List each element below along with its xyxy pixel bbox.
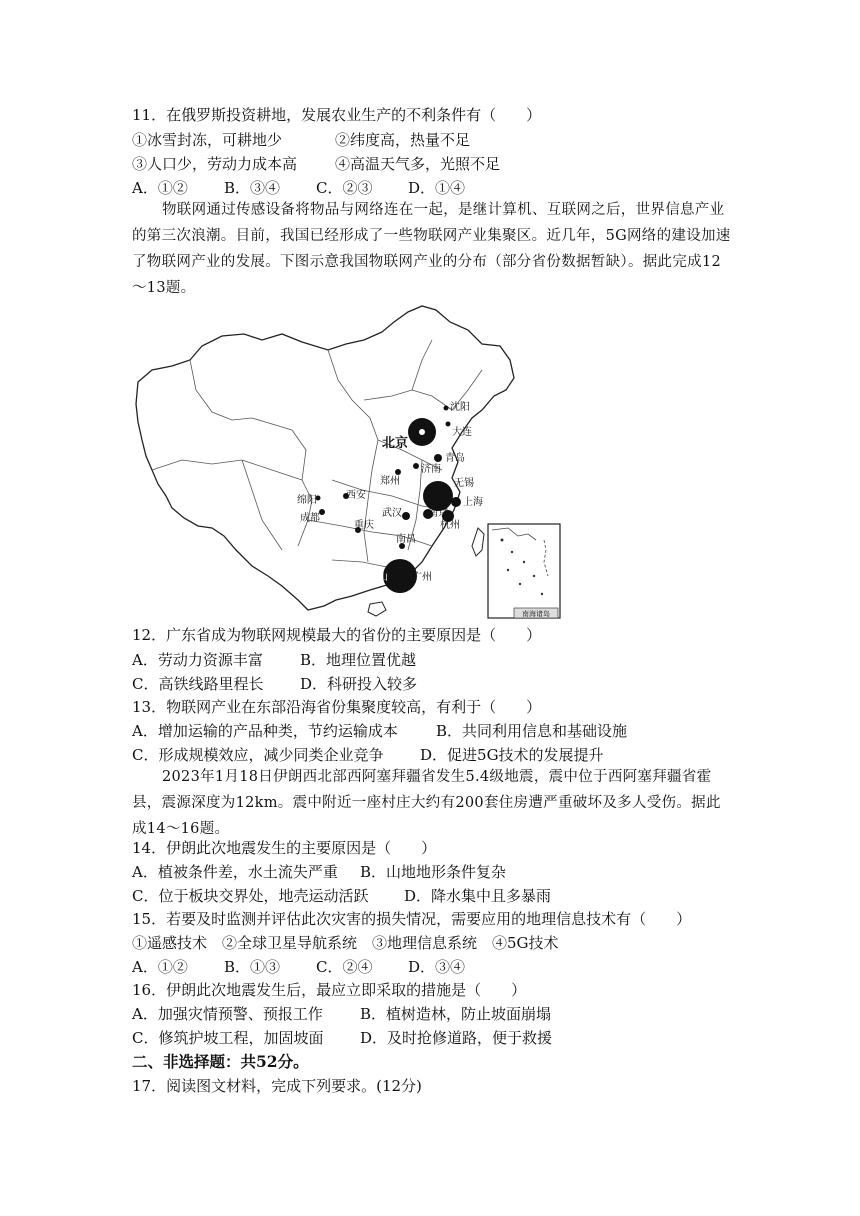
q11-option-c: C．②③ <box>316 179 373 197</box>
q14-stem: 14．伊朗此次地震发生的主要原因是（ ） <box>132 839 437 857</box>
label-chongqing: 重庆 <box>354 520 374 531</box>
q17-stem: 17．阅读图文材料，完成下列要求。(12分) <box>132 1077 422 1095</box>
q16-option-a: A．加强灾情预警、预报工作 <box>132 1005 323 1023</box>
section-heading: 二、非选择题：共52分。 <box>132 1052 309 1071</box>
q11-option-b: B．③④ <box>224 179 281 197</box>
q13-option-a: A．增加运输的产品种类，节约运输成本 <box>132 722 398 740</box>
q14-option-a: A．植被条件差，水土流失严重 <box>132 863 338 881</box>
hainan-island <box>368 602 386 616</box>
china-iot-map <box>132 300 572 622</box>
passage-earthquake: 2023年1月18日伊朗西北部西阿塞拜疆省发生5.4级地震，震中位于西阿塞拜疆省霍县，震源深度为12km。震中附近一座村庄大约有200套住房遭严重破坏及多人受伤。据此成14～16题。 <box>132 769 721 837</box>
q12-option-d: D．科研投入较多 <box>300 675 418 693</box>
q11-option-d: D．①④ <box>408 179 466 197</box>
q12-stem: 12．广东省成为物联网规模最大的省份的主要原因是（ ） <box>132 626 542 644</box>
q11-option-a: A．①② <box>132 179 188 197</box>
jinan-marker <box>413 463 419 469</box>
label-shanghai: 上海 <box>463 497 483 508</box>
q12-option-b: B．地理位置优越 <box>300 651 417 669</box>
south-china-sea-inset <box>488 524 560 618</box>
q16-stem: 16．伊朗此次地震发生后，最应立即采取的措施是（ ） <box>132 981 527 999</box>
q13-option-d: D．促进5G技术的发展提升 <box>420 746 604 764</box>
q11-statement-4: ④高温天气多，光照不足 <box>335 155 501 173</box>
q11-stem: 11．在俄罗斯投资耕地，发展农业生产的不利条件有（ ） <box>132 106 542 124</box>
label-nanjing: 南京 <box>428 508 448 519</box>
q15-option-a: A．①② <box>132 958 188 976</box>
q16-option-b: B．植树造林，防止坡面崩塌 <box>360 1005 552 1023</box>
zhengzhou-marker <box>395 469 401 475</box>
label-qingdao: 青岛 <box>445 453 465 464</box>
q11-statement-2: ②纬度高，热量不足 <box>335 131 471 149</box>
taiwan-island <box>472 528 484 556</box>
label-beijing: 北京 <box>382 436 409 451</box>
label-zhengzhou: 郑州 <box>380 476 400 487</box>
label-mianyang: 绵阳 <box>297 495 317 506</box>
q15-option-c: C．②④ <box>316 958 373 976</box>
q13-option-b: B．共同利用信息和基础设施 <box>436 722 628 740</box>
q13-option-c: C．形成规模效应，减少同类企业竞争 <box>132 746 384 764</box>
label-foshan: 佛山 <box>368 572 388 583</box>
label-nanchang: 南昌 <box>396 534 416 545</box>
q15-statements: ①遥感技术 ②全球卫星导航系统 ③地理信息系统 ④5G技术 <box>132 934 559 952</box>
q16-option-c: C．修筑护坡工程，加固坡面 <box>132 1029 324 1047</box>
q15-option-d: D．③④ <box>408 958 466 976</box>
q16-option-d: D．及时抢修道路，便于救援 <box>360 1029 553 1047</box>
shanghai-marker <box>451 497 461 507</box>
qingdao-marker <box>434 454 442 462</box>
q14-option-b: B．山地地形条件复杂 <box>360 863 507 881</box>
label-dalian: 大连 <box>452 427 472 438</box>
label-guangzhou: 广州 <box>412 572 432 583</box>
label-shenyang: 沈阳 <box>450 402 470 413</box>
label-xian: 西安 <box>346 490 366 501</box>
label-jinan: 济南 <box>421 464 441 475</box>
passage-iot: 物联网通过传感设备将物品与网络连在一起，是继计算机、互联网之后，世界信息产业的第三次浪潮。目前，我国已经形成了一些物联网产业集聚区。近几年，5G网络的建设加速了物联网产业的发展。下图示意我国物联网产业的分布（部分省份数据暂缺）。据此完成12～13题。 <box>132 202 731 296</box>
q11-statement-1: ①冰雪封冻，可耕地少 <box>132 131 283 149</box>
q15-stem: 15．若要及时监测并评估此次灾害的损失情况，需要应用的地理信息技术有（ ） <box>132 910 692 928</box>
q14-option-d: D．降水集中且多暴雨 <box>404 887 552 905</box>
label-hangzhou: 杭州 <box>440 520 460 531</box>
q11-statement-3: ③人口少，劳动力成本高 <box>132 155 298 173</box>
jiangsu-cluster-marker <box>423 481 453 511</box>
q15-option-b: B．①③ <box>224 958 281 976</box>
inset-label: 南海诸岛 <box>522 610 550 618</box>
dalian-marker <box>446 422 451 427</box>
wuhan-marker <box>402 512 410 520</box>
label-wuxi: 无锡 <box>454 478 474 489</box>
q14-option-c: C．位于板块交界处，地壳运动活跃 <box>132 887 369 905</box>
q12-option-c: C．高铁线路里程长 <box>132 675 264 693</box>
label-chengdu: 成都 <box>300 513 320 524</box>
q13-stem: 13．物联网产业在东部沿海省份集聚度较高，有利于（ ） <box>132 698 542 716</box>
label-wuhan: 武汉 <box>382 508 402 519</box>
q12-option-a: A．劳动力资源丰富 <box>132 651 263 669</box>
shenyang-marker <box>444 406 449 411</box>
